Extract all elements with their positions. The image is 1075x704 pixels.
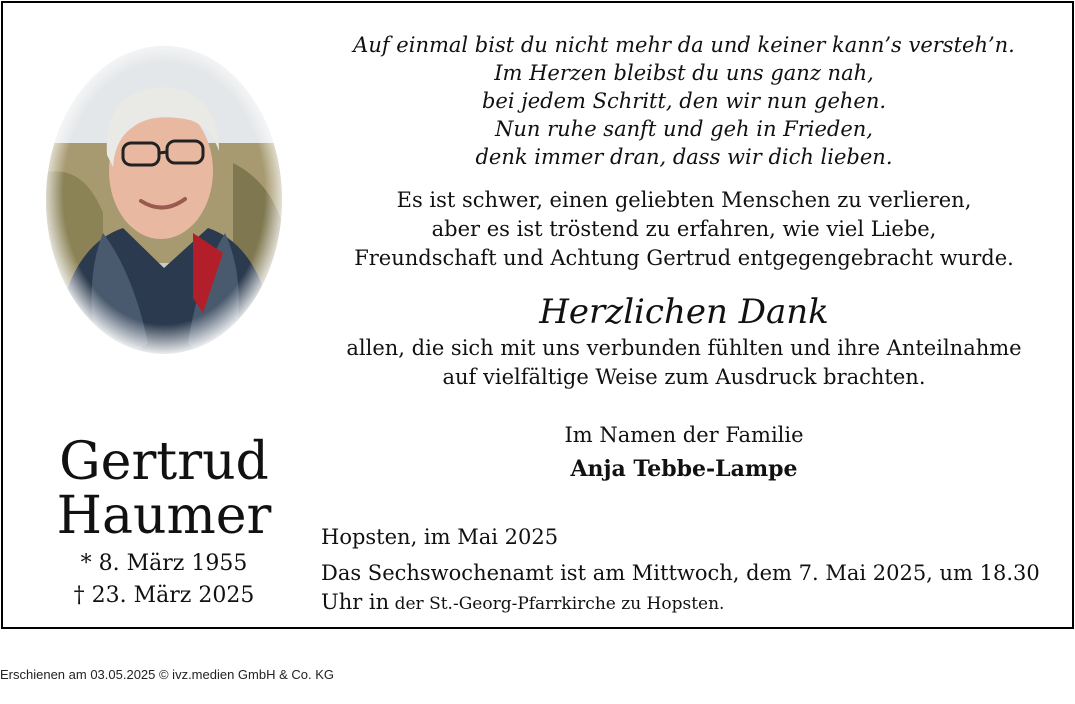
service-location: der St.-Georg-Pfarrkirche zu Hopsten.	[389, 594, 725, 614]
birth-date: * 8. März 1955	[80, 551, 248, 576]
intro-line: aber es ist tröstend zu erfahren, wie viel Liebe,	[431, 217, 937, 241]
thanks-heading: Herzlichen Dank	[539, 292, 829, 332]
death-date: † 23. März 2025	[73, 583, 255, 608]
intro-line: Es ist schwer, einen geliebten Menschen zu verlieren,	[396, 188, 972, 212]
family-label: Im Namen der Familie	[564, 423, 804, 447]
poem-line: denk immer dran, dass wir dich lieben.	[475, 145, 893, 169]
thanks-line: allen, die sich mit uns verbunden fühlten und ihre Anteilnahme	[346, 336, 1022, 360]
deceased-first-name: Gertrud	[59, 432, 269, 492]
thanks-text	[313, 334, 1055, 392]
service-line: Das Sechswochenamt ist am Mittwoch, dem 7. Mai 2025, um 18.30	[321, 561, 1040, 585]
deceased-last-name: Haumer	[56, 486, 272, 546]
poem-line: bei jedem Schritt, den wir nun gehen.	[481, 89, 887, 113]
intro-text	[313, 186, 1055, 273]
poem	[313, 31, 1055, 171]
service-notice	[321, 559, 1061, 619]
intro-line: Freundschaft und Achtung Gertrud entgegengebracht wurde.	[354, 246, 1014, 270]
poem-line: Auf einmal bist du nicht mehr da und keiner kann’s versteh’n.	[353, 33, 1015, 57]
place-date: Hopsten, im Mai 2025	[321, 525, 559, 549]
service-line-start: Uhr in	[321, 590, 390, 614]
obituary-card	[1, 1, 1074, 629]
portrait-photo	[43, 43, 285, 358]
poem-line: Nun ruhe sanft und geh in Frieden,	[495, 117, 873, 141]
thanks-line: auf vielfältige Weise zum Ausdruck brachten.	[442, 365, 926, 389]
publication-footer: Erschienen am 03.05.2025 © ivz.medien GmbH & Co. KG	[0, 667, 335, 682]
poem-line: Im Herzen bleibst du uns ganz nah,	[494, 61, 874, 85]
family-name: Anja Tebbe-Lampe	[570, 456, 798, 482]
service-line-2	[321, 588, 1061, 619]
